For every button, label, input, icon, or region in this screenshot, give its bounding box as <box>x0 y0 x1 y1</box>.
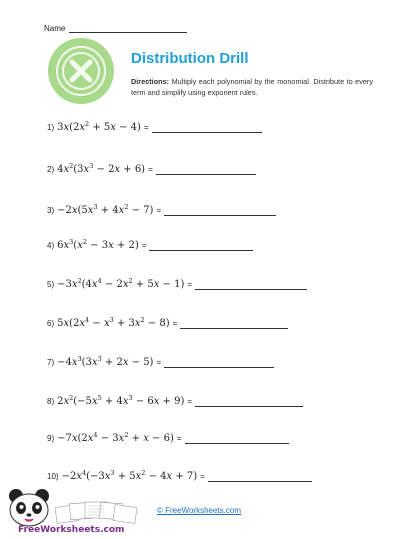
problem-number: 7) <box>47 358 55 367</box>
problem-number: 6) <box>47 319 55 328</box>
answer-line[interactable] <box>149 240 253 251</box>
answer-line[interactable] <box>208 471 312 482</box>
problem-expression: $-4x^3(3x^3 + 2x - 5)$ <box>57 355 154 368</box>
problem-5 <box>47 279 307 290</box>
directions-label: Directions: <box>131 77 170 86</box>
problem-expression: $4x^2(3x^3 - 2x + 6)$ <box>57 162 146 175</box>
problem-number: 9) <box>47 434 55 443</box>
problem-expression: $-3x^2(4x^4 - 2x^2 + 5x - 1)$ <box>57 277 185 290</box>
equals-sign: = <box>172 319 178 328</box>
problem-4 <box>47 240 253 251</box>
brand-logo-text: FreeWorksheets.com <box>18 525 125 535</box>
equals-sign: = <box>143 123 149 132</box>
answer-line[interactable] <box>156 164 256 175</box>
equals-sign: = <box>156 206 162 215</box>
problem-number: 1) <box>47 123 55 132</box>
problem-2 <box>47 164 256 175</box>
problem-expression: $-7x(2x^4 - 3x^2 + x - 6)$ <box>57 431 174 444</box>
directions-text: Multiply each polynomial by the monomial. Distribute to every term and simplify using exponent rules. <box>131 77 373 97</box>
problem-7 <box>47 357 274 368</box>
problem-1 <box>47 122 262 133</box>
answer-line[interactable] <box>185 433 289 444</box>
equals-sign: = <box>187 397 193 406</box>
problem-expression: $-2x(5x^3 + 4x^2 - 7)$ <box>57 203 154 216</box>
problem-expression: $3x(2x^2 + 5x - 4)$ <box>57 120 141 133</box>
equals-sign: = <box>148 165 153 174</box>
problem-10 <box>47 471 312 482</box>
answer-line[interactable] <box>152 122 262 133</box>
problem-3 <box>47 205 276 216</box>
page-title: Distribution Drill <box>131 50 249 67</box>
problem-expression: $6x^3(x^2 - 3x + 2)$ <box>57 238 139 251</box>
answer-line[interactable] <box>180 318 288 329</box>
problem-9 <box>47 433 289 444</box>
directions <box>131 76 373 98</box>
answer-line[interactable] <box>195 396 303 407</box>
worksheet-stack-icon <box>54 497 140 527</box>
answer-line[interactable] <box>195 279 307 290</box>
name-field[interactable] <box>44 24 187 33</box>
name-label: Name <box>44 24 66 33</box>
equals-sign: = <box>200 472 205 481</box>
problem-8 <box>47 396 303 407</box>
problem-number: 5) <box>47 280 55 289</box>
equals-sign: = <box>187 280 193 289</box>
problem-number: 4) <box>47 241 55 250</box>
multiplication-x-icon <box>48 38 114 104</box>
name-line[interactable] <box>69 24 187 33</box>
equals-sign: = <box>156 358 162 367</box>
problem-number: 2) <box>47 165 55 174</box>
answer-line[interactable] <box>164 205 276 216</box>
copyright-link[interactable]: © FreeWorksheets.com <box>157 506 241 515</box>
problem-6 <box>47 318 288 329</box>
answer-line[interactable] <box>164 357 274 368</box>
problem-number: 3) <box>47 206 55 215</box>
equals-sign: = <box>176 434 182 443</box>
problem-number: 8) <box>47 397 55 406</box>
problem-number: 10) <box>47 472 59 481</box>
equals-sign: = <box>141 241 147 250</box>
problem-expression: $-2x^4(-3x^3 + 5x^2 - 4x + 7)$ <box>61 469 198 482</box>
problem-expression: $5x(2x^4 - x^3 + 3x^2 - 8)$ <box>57 316 170 329</box>
problem-expression: $2x^2(-5x^5 + 4x^3 - 6x + 9)$ <box>57 394 185 407</box>
x-mark-icon <box>48 38 114 104</box>
